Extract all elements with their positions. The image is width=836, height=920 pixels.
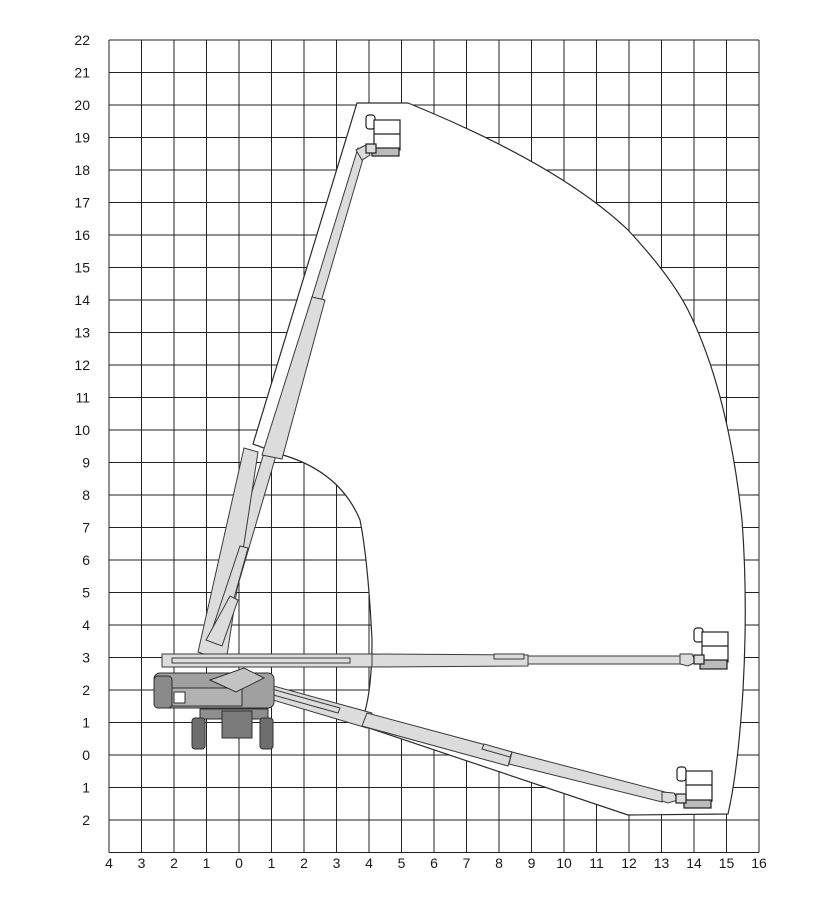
x-tick-label: 14 [686, 855, 702, 871]
x-tick-label: 8 [495, 855, 503, 871]
machine-chassis [154, 668, 274, 749]
y-tick-label: 14 [74, 292, 90, 308]
x-tick-label: 2 [300, 855, 308, 871]
x-tick-label: 3 [332, 855, 341, 871]
x-tick-label: 13 [653, 855, 670, 871]
y-tick-label: 1 [82, 714, 90, 731]
y-tick-label: 10 [74, 422, 90, 438]
y-tick-label: 2 [82, 682, 90, 698]
y-tick-label: 0 [82, 747, 90, 763]
x-tick-label: 16 [751, 855, 767, 871]
x-tick-label: 11 [589, 855, 604, 871]
x-tick-label: 0 [235, 855, 243, 871]
x-tick-label: 4 [105, 855, 113, 871]
y-tick-label: 17 [74, 194, 90, 211]
x-tick-label: 1 [202, 855, 211, 871]
y-tick-label: 18 [74, 162, 90, 178]
y-tick-label: 1 [82, 779, 90, 796]
y-tick-label: 22 [74, 32, 90, 48]
y-tick-label: 3 [82, 649, 90, 666]
y-tick-label: 12 [74, 357, 90, 373]
y-tick-label: 4 [82, 617, 90, 633]
x-tick-label: 15 [718, 855, 735, 871]
y-tick-label: 11 [75, 389, 90, 406]
x-tick-label: 4 [365, 855, 373, 871]
axle-block [222, 711, 252, 738]
wheel-right [260, 718, 273, 749]
y-tick-label: 2 [82, 812, 90, 828]
counterweight [154, 676, 172, 708]
x-tick-label: 1 [267, 855, 276, 871]
y-tick-label: 15 [74, 259, 90, 276]
y-tick-label: 20 [74, 97, 90, 113]
y-tick-label: 9 [82, 454, 90, 471]
x-tick-label: 2 [170, 855, 178, 871]
x-tick-label: 3 [137, 855, 146, 871]
x-tick-label: 9 [527, 855, 536, 871]
x-axis-tick-labels [105, 855, 767, 871]
y-tick-label: 5 [82, 584, 90, 601]
x-tick-label: 6 [430, 855, 438, 871]
y-tick-label: 16 [74, 227, 90, 243]
x-tick-label: 12 [621, 855, 637, 871]
y-tick-label: 7 [82, 519, 90, 536]
y-tick-label: 19 [74, 129, 90, 146]
x-tick-label: 10 [556, 855, 572, 871]
y-tick-label: 21 [74, 64, 90, 81]
wheel-left [192, 718, 205, 749]
y-tick-label: 8 [82, 487, 90, 503]
x-tick-label: 7 [462, 855, 471, 871]
access-hatch [174, 692, 185, 703]
x-tick-label: 5 [397, 855, 406, 871]
y-tick-label: 6 [82, 552, 90, 568]
y-axis-tick-labels [74, 32, 90, 828]
y-tick-label: 13 [74, 324, 90, 341]
